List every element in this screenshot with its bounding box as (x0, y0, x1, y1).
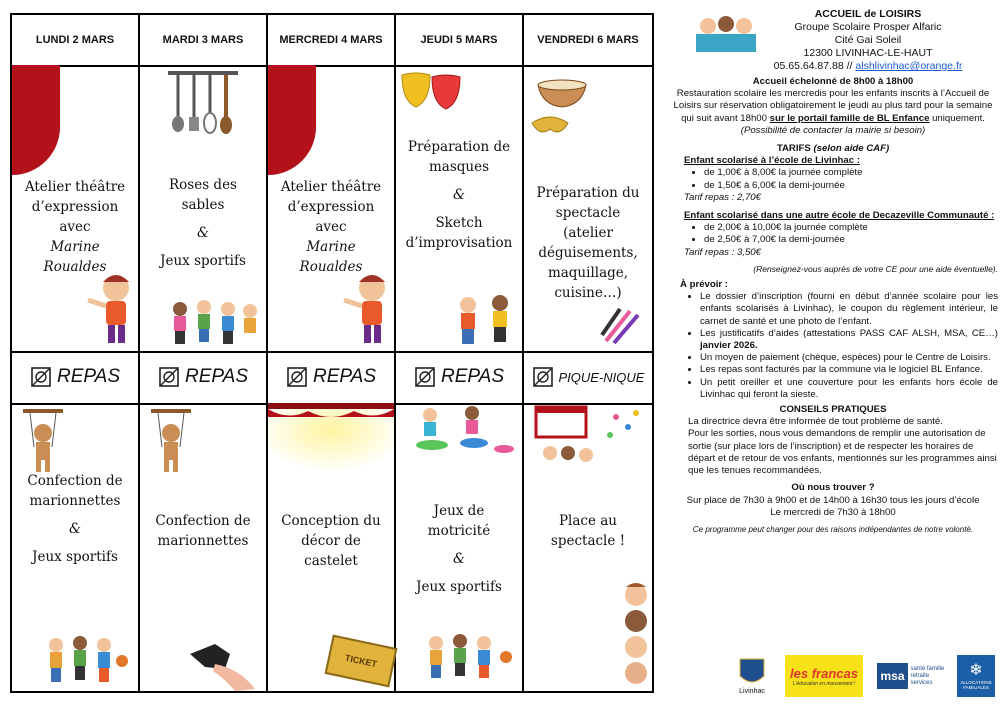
shield-icon (739, 658, 765, 688)
msa-logo: msa santé famille retraite services (877, 655, 945, 697)
afternoon-cell (396, 403, 522, 691)
ticket-icon: TICKET (325, 635, 398, 688)
kids-playing-icon (454, 293, 520, 348)
title: ACCUEIL de LOISIRS (814, 8, 922, 20)
city: 12300 LIVINHAC-LE-HAUT (803, 47, 933, 59)
sport-kids-icon (42, 631, 132, 686)
livinhac-list: • de 1,00€ à 8,00€ la journée complète • de 1,50€ à 6,00€ la demi-journée (684, 167, 998, 191)
conseils-2: Pour les sorties, nous vous demandons de remplir une autorisation de sortie (sur place lors de l’inscription) et de respecter les horaires de départ et de retour de vos enfants, mentionnés sur les programmes ainsi que les tenues recommandées. (688, 428, 997, 477)
morning-cell (268, 65, 394, 353)
snowflake-icon: ❄ (969, 662, 983, 679)
no-plate-icon (158, 366, 180, 388)
actor-child-icon (84, 270, 136, 346)
meal-cell (524, 351, 652, 405)
stage-spotlight-icon (268, 409, 394, 479)
prevoir-title: À prévoir : (680, 279, 728, 291)
resto-text: Restauration scolaire les mercredis pour les enfants inscrits à l’Accueil de Loisirs sur réservation obligatoirement le jeudi au plus tard pour la semaine qui suit avant 18h00 sur le portail famille de BL Enfance uniquement. (673, 88, 993, 124)
motor-skills-icon (402, 405, 518, 457)
morning-cell (524, 65, 652, 353)
sport-kids-icon (168, 297, 260, 347)
puppet-theater-icon (530, 405, 646, 469)
mixing-bowl-icon (532, 69, 592, 109)
kitchen-utensils-icon (168, 69, 238, 139)
meal-label: PIQUE-NIQUE (558, 369, 645, 385)
caf-logo: ❄ ALLOCATIONS FAMILIALES (957, 655, 995, 697)
activity-text: Jeux de motricité & Jeux sportifs (416, 503, 502, 595)
theater-masks-icon (400, 71, 464, 115)
prevoir-list: • Le dossier d’inscription (fourni en début d’année scolaire pour les enfants scolarisés à Livinhac), le coupon du règlement intérieur, le carnet de santé et une photo de l’enfant. • Les justificatifs d’aides (attestations PASS CAF ALSH, MSA, CE…) janvier 2026. • Un moyen de paiement (chèque, espèces) pour le Centre de Loisirs. • Les repas sont facturés par la commune via le logiciel BL Enfance. • Un petit oreiller et une couverture pour les enfants hors école de Livinhac qui feront la sieste. (680, 291, 998, 401)
other-title: Enfant scolarisé dans une autre école de Decazeville Communauté : (684, 210, 995, 222)
no-plate-icon (532, 366, 554, 388)
district: Cité Gai Soleil (834, 34, 902, 46)
afternoon-cell (524, 403, 652, 691)
meal-label: REPAS (184, 366, 248, 387)
mairie-note: (Possibilité de contacter la mairie si besoin) (740, 124, 926, 136)
meal-cell (12, 351, 138, 405)
activity-text: Confection de marionnettes & Jeux sportifs (27, 473, 123, 565)
morning-cell (396, 65, 522, 353)
curtain-icon (268, 65, 316, 175)
ou-1: Sur place de 7h30 à 9h00 et de 14h00 à 16h30 tous les jours d’école (686, 494, 980, 506)
contact: 05.65.64.87.88 // alshlivinhac@orange.fr (773, 60, 963, 72)
info-panel (668, 8, 998, 536)
conseils-title: CONSEILS PRATIQUES (779, 404, 887, 416)
column-friday (524, 15, 652, 691)
no-plate-icon (286, 366, 308, 388)
hours: Accueil échelonné de 8h00 à 18h00 (752, 76, 914, 87)
activity-text: Préparation de masques & Sketch d’improvisation (405, 139, 513, 251)
activity-text: Roses des sables & Jeux sportifs (160, 177, 246, 269)
day-header: JEUDI 5 MARS (396, 15, 522, 67)
column-thursday (396, 15, 524, 691)
morning-cell (140, 65, 266, 353)
ce-note: (Renseignez-vous auprès de votre CE pour une aide éventuelle). (753, 263, 998, 274)
makeup-brushes-icon (600, 305, 644, 345)
activity-text: Préparation du spectacle (atelier déguisements, maquillage, cuisine…) (536, 185, 640, 301)
actor-child-icon (340, 270, 392, 346)
meal-cell (396, 351, 522, 405)
activity-text: Conception du décor de castelet (281, 513, 381, 569)
hand-puppet-icon (185, 639, 265, 694)
meal-cell (140, 351, 266, 405)
tarifs-title: TARIFS (selon aide CAF) (776, 143, 890, 155)
activity-text: Atelier théâtre d’expression avec Marine Roualdes (24, 179, 126, 275)
partner-logos (735, 655, 995, 697)
livinhac-repas: Tarif repas : 2,70€ (684, 191, 761, 203)
program-grid (10, 13, 654, 693)
email-link[interactable]: alshlivinhac@orange.fr (855, 60, 963, 72)
activity-text: Confection de marionnettes (155, 513, 251, 549)
francas-logo: les francas L’éducation en mouvement ! (785, 655, 863, 697)
column-wednesday (268, 15, 396, 691)
disclaimer: Ce programme peut changer pour des raisons indépendantes de notre volonté. (692, 524, 974, 534)
portal-link[interactable]: sur le portail famille de BL Enfance (769, 112, 930, 124)
livinhac-logo: Livinhac (735, 655, 769, 697)
meal-cell (268, 351, 394, 405)
activity-text: Place au spectacle ! (550, 513, 626, 549)
ou-2: Le mercredi de 7h30 à 18h00 (770, 506, 896, 518)
meal-label: REPAS (56, 366, 120, 387)
meal-label: REPAS (312, 366, 376, 387)
curtain-icon (12, 65, 60, 175)
day-header: VENDREDI 6 MARS (524, 15, 652, 67)
activity-text: Atelier théâtre d’expression avec Marine Roualdes (280, 179, 382, 275)
livinhac-title: Enfant scolarisé à l’école de Livinhac : (684, 155, 860, 167)
no-plate-icon (30, 366, 52, 388)
day-header: MERCREDI 4 MARS (268, 15, 394, 67)
children-logo-icon (696, 10, 756, 52)
puppet-icon (146, 407, 196, 477)
gold-mask-icon (530, 111, 570, 141)
other-list: • de 2,00€ à 10,00€ la journée complète • de 2,50€ à 7,00€ la demi-journée (684, 222, 998, 246)
afternoon-cell (12, 403, 138, 691)
peeking-kids-icon (616, 583, 652, 693)
column-tuesday (140, 15, 268, 691)
sport-kids-icon (424, 631, 516, 681)
morning-cell (12, 65, 138, 353)
afternoon-cell (140, 403, 266, 691)
afternoon-cell (268, 403, 394, 691)
meal-label: REPAS (440, 366, 504, 387)
ou-title: Où nous trouver ? (791, 482, 875, 494)
column-monday (12, 15, 140, 691)
day-header: LUNDI 2 MARS (12, 15, 138, 67)
no-plate-icon (414, 366, 436, 388)
school: Groupe Scolaire Prosper Alfaric (794, 21, 942, 33)
other-repas: Tarif repas : 3,50€ (684, 246, 761, 258)
day-header: MARDI 3 MARS (140, 15, 266, 67)
puppet-icon (18, 407, 68, 477)
conseils-1: La directrice devra être informée de tout problème de santé. (688, 416, 943, 428)
